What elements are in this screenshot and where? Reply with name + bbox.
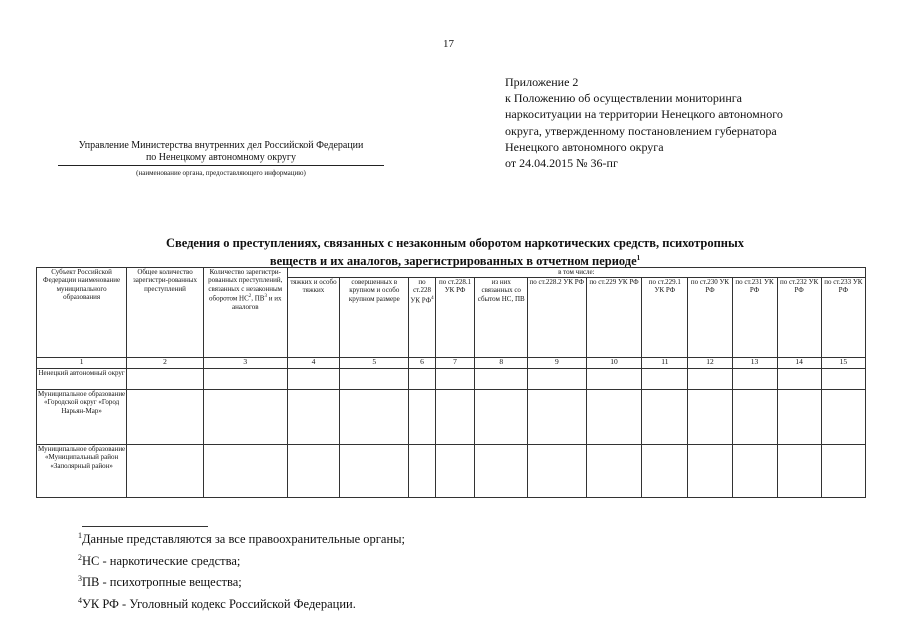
header-sale-related: из них связанных со сбытом НС, ПВ (475, 278, 527, 358)
footnote-mark: 2 (248, 293, 252, 299)
footnote-mark: 3 (264, 293, 267, 299)
column-number: 14 (777, 358, 821, 369)
header-drug-crimes-text: и их аналогов (231, 294, 282, 311)
table-cell[interactable] (287, 445, 339, 498)
table-cell[interactable] (732, 369, 777, 390)
table-cell[interactable] (821, 445, 865, 498)
table-cell[interactable] (127, 369, 204, 390)
header-including: в том числе: (287, 268, 865, 278)
column-numbers-row (37, 358, 866, 369)
table-cell[interactable] (127, 390, 204, 445)
footnote (78, 570, 405, 592)
column-number: 13 (732, 358, 777, 369)
document-title (70, 236, 840, 269)
column-number: 15 (821, 358, 865, 369)
table-cell[interactable] (642, 390, 688, 445)
footnote-mark: 4 (431, 295, 434, 301)
footnote-text: Данные представляются за все правоохранительные органы; (82, 532, 406, 547)
footnote-mark: 2 (78, 552, 82, 562)
organization-name-line1: Управление Министерства внутренних дел Российской Федерации (78, 140, 364, 151)
appendix-line: наркоситуации на территории Ненецкого автономного (505, 107, 783, 122)
table-cell[interactable] (732, 445, 777, 498)
table-cell[interactable] (821, 369, 865, 390)
page-number: 17 (443, 38, 454, 50)
table-row (37, 390, 866, 445)
row-label: Ненецкий автономный округ (37, 369, 127, 390)
table-cell[interactable] (586, 445, 642, 498)
table-cell[interactable] (287, 369, 339, 390)
table-cell[interactable] (127, 445, 204, 498)
appendix-line: округа, утвержденному постановлением губернатора (505, 123, 777, 138)
header-art-228-2: по ст.228.2 УК РФ (527, 278, 586, 358)
column-number: 11 (642, 358, 688, 369)
table-cell[interactable] (340, 369, 409, 390)
table-cell[interactable] (287, 390, 339, 445)
table-cell[interactable] (203, 390, 287, 445)
table-cell[interactable] (688, 445, 732, 498)
header-art-230: по ст.230 УК РФ (688, 278, 732, 358)
header-grave-crimes: тяжких и особо тяжких (287, 278, 339, 358)
table-cell[interactable] (340, 390, 409, 445)
table-cell[interactable] (688, 369, 732, 390)
footnote-text: УК РФ - Уголовный кодекс Российской Федерации. (82, 597, 356, 612)
row-label: Муниципальное образование «Муниципальный район «Заполярный район» (37, 445, 127, 498)
header-art-231: по ст.231 УК РФ (732, 278, 777, 358)
table-cell[interactable] (409, 369, 435, 390)
table-cell[interactable] (475, 390, 527, 445)
table-cell[interactable] (688, 390, 732, 445)
table-cell[interactable] (642, 369, 688, 390)
crime-statistics-table (36, 267, 866, 498)
table-row (37, 445, 866, 498)
table-cell[interactable] (475, 369, 527, 390)
footnote-mark: 4 (78, 595, 82, 605)
organization-hint: (наименование органа, предоставляющего информацию) (136, 169, 306, 177)
table-cell[interactable] (586, 390, 642, 445)
header-total: Общее количество зарегистри-рованных преступлений (127, 268, 204, 358)
table-cell[interactable] (777, 369, 821, 390)
column-number: 10 (586, 358, 642, 369)
table-cell[interactable] (527, 390, 586, 445)
table-cell[interactable] (203, 445, 287, 498)
footnotes-block (78, 527, 405, 614)
table-cell[interactable] (732, 390, 777, 445)
table-cell[interactable] (821, 390, 865, 445)
table-cell[interactable] (642, 445, 688, 498)
table-cell[interactable] (527, 369, 586, 390)
column-number: 8 (475, 358, 527, 369)
table-cell[interactable] (527, 445, 586, 498)
header-art-229: по ст.229 УК РФ (586, 278, 642, 358)
column-number: 7 (435, 358, 475, 369)
column-number: 6 (409, 358, 435, 369)
column-number: 3 (203, 358, 287, 369)
column-number: 9 (527, 358, 586, 369)
table-cell[interactable] (435, 445, 475, 498)
table-cell[interactable] (435, 369, 475, 390)
header-art-228-1: по ст.228.1 УК РФ (435, 278, 475, 358)
header-drug-crimes-text: , ПВ (251, 294, 265, 303)
table-cell[interactable] (409, 390, 435, 445)
header-subject: Субъект Российской Федерации наименование муниципального образования (37, 268, 127, 358)
table-cell[interactable] (435, 390, 475, 445)
table-row (37, 369, 866, 390)
title-line1: Сведения о преступлениях, связанных с незаконным оборотом наркотических средств, психотропных (165, 236, 745, 250)
footnote-text: НС - наркотические средства; (82, 553, 241, 568)
table-cell[interactable] (475, 445, 527, 498)
header-drug-crimes (203, 268, 287, 358)
footnote (78, 549, 405, 571)
row-label: Муниципальное образование «Городской округ «Город Нарьян-Мар» (37, 390, 127, 445)
header-art-233: по ст.233 УК РФ (821, 278, 865, 358)
table-cell[interactable] (340, 445, 409, 498)
header-art-232: по ст.232 УК РФ (777, 278, 821, 358)
title-footnote-mark: 1 (636, 254, 641, 262)
footnote-mark: 1 (78, 531, 82, 540)
table-cell[interactable] (777, 445, 821, 498)
column-number: 5 (340, 358, 409, 369)
organization-block (58, 140, 384, 179)
footnote (78, 527, 405, 549)
organization-name-line2: по Ненецкому автономному округу (58, 152, 384, 166)
title-line2-text: веществ и их аналогов, зарегистрированных в отчетном периоде (269, 254, 637, 269)
header-art-229-1: по ст.229.1 УК РФ (642, 278, 688, 358)
column-number: 4 (287, 358, 339, 369)
header-art-228-text: по ст.228 УК РФ (410, 278, 432, 304)
table-cell[interactable] (586, 369, 642, 390)
table-cell[interactable] (203, 369, 287, 390)
column-number: 1 (37, 358, 127, 369)
column-number: 12 (688, 358, 732, 369)
appendix-block (505, 74, 885, 171)
table-cell[interactable] (777, 390, 821, 445)
appendix-line: Приложение 2 (505, 75, 579, 89)
footnote-mark: 3 (78, 574, 82, 584)
table-cell[interactable] (409, 445, 435, 498)
appendix-line: Ненецкого автономного округа (505, 139, 664, 154)
appendix-line: от 24.04.2015 № 36-пг (505, 156, 618, 171)
header-large-scale: совершенных в крупном и особо крупном размере (340, 278, 409, 358)
header-row-1 (37, 268, 866, 278)
footnote-text: ПВ - психотропные вещества; (82, 575, 242, 590)
header-art-228 (409, 278, 435, 358)
appendix-line: к Положению об осуществлении мониторинга (505, 91, 743, 106)
header-drug-crimes-text: Количество зарегистри-рованных преступлений, связанных с незаконным оборотом НС (208, 268, 283, 303)
footnote (78, 592, 405, 614)
column-number: 2 (127, 358, 204, 369)
